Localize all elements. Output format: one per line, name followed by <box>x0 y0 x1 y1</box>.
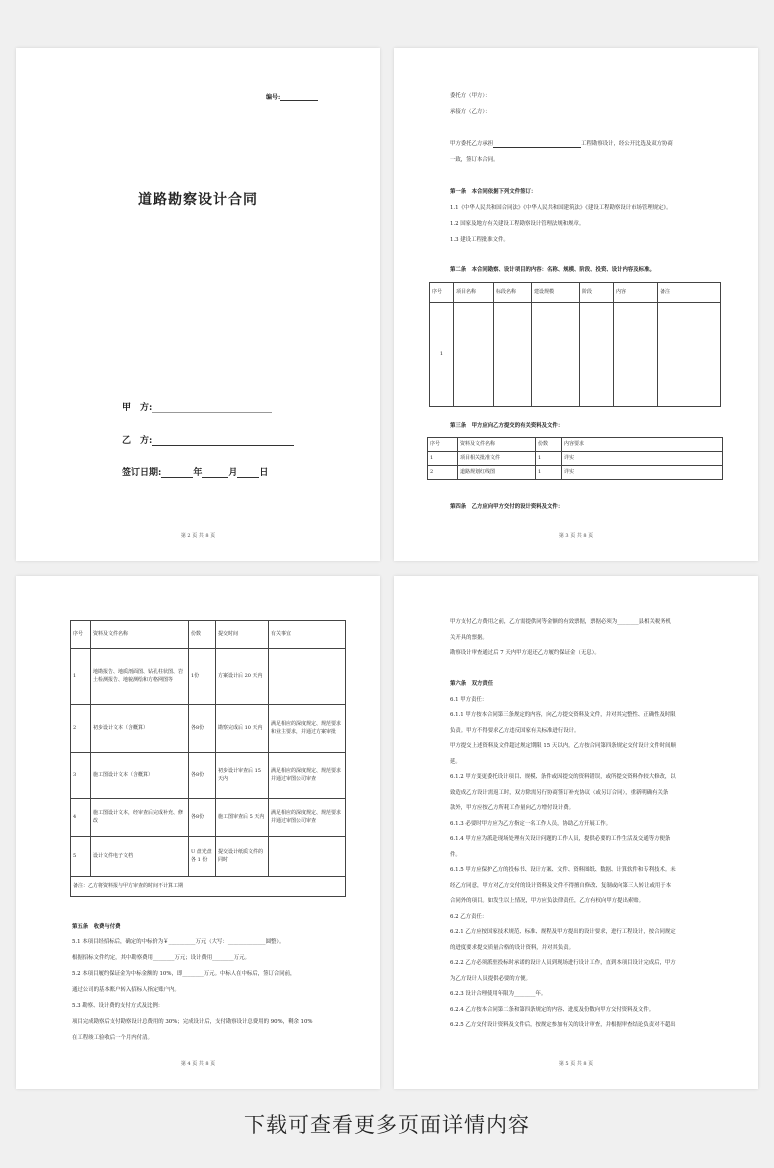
download-prompt: 下载可查看更多页面详情内容 <box>244 1113 530 1137</box>
table-cell: 各8份 <box>189 753 216 799</box>
table-cell: 初步设计文本（含概算） <box>91 705 189 753</box>
table-cell: 设计文件电子文档 <box>91 837 189 877</box>
table-cell <box>454 303 494 407</box>
table-cell: 1 <box>430 303 454 407</box>
article-1-item: 1.3 建设工程批准文件。 <box>450 237 509 243</box>
table-cell: 初步设计审查后 15 天内 <box>216 753 269 799</box>
paragraph-line: 6.2.2 乙方必须派驻投标时承诺的设计人员到现场进行设计工作，直到本项目设计完成后，甲方 <box>450 960 676 966</box>
contract-cover-page <box>16 48 380 561</box>
paragraph-line: 6.2.3 设计合理使用年限为________年。 <box>450 991 547 997</box>
table-cell <box>494 303 532 407</box>
table-cell: 各8份 <box>189 799 216 837</box>
table-cell: 施工图设计文本，经审查后完成补充、修改 <box>91 799 189 837</box>
paragraph-line: 6.2.4 乙方按本合同第二条和第四条规定的内容、进度及份数向甲方交付资料及文件。 <box>450 1006 655 1013</box>
page-footer: 第 4 页 共 8 页 <box>180 1061 216 1067</box>
paragraph-line: 甲方支付乙方费用之前，乙方需提供同等金额的有效票据，票据必须为________县相关税务机 <box>450 619 672 625</box>
paragraph-line: 经乙方同意，甲方对乙方交付的设计资料及文件不得擅自修改、复制或向第三人转让或用于本 <box>450 882 672 889</box>
page-footer: 第 2 页 共 8 页 <box>180 533 216 539</box>
paragraph-line: 6.1 甲方责任： <box>450 696 488 703</box>
table-cell: 1 <box>536 452 562 466</box>
table-cell: 4 <box>71 799 91 837</box>
paragraph-line: 6.2.5 乙方交付设计资料及文件后，按规定参加有关的设计审查，并根据审查结论负责对不超出 <box>450 1022 676 1028</box>
table-row <box>71 837 346 877</box>
table-header-cell: 序号 <box>71 621 91 649</box>
table-cell: 满足相应的深度规定、规范要求和业主要求，并通过方案审批 <box>269 705 346 753</box>
table-header-cell: 内容 <box>614 283 658 303</box>
table-cell: 项目相关批准文件 <box>458 452 536 466</box>
contractor-line: 承接方（乙方）： <box>450 109 491 115</box>
table-row <box>71 649 346 705</box>
table-cell: 1 <box>428 452 458 466</box>
paragraph-line: 的进度要求提交质量合格的设计资料，并对其负责。 <box>450 944 574 951</box>
table-header-cell: 内容要求 <box>562 438 723 452</box>
table-row <box>71 705 346 753</box>
article-4-title: 第四条 乙方应向甲方交付的设计资料及文件： <box>450 504 564 510</box>
table-header-cell: 份数 <box>189 621 216 649</box>
page-footer: 第 3 页 共 8 页 <box>558 533 594 539</box>
table-cell: 满足相应的深度规定、规范要求并通过审图公司审查 <box>269 799 346 837</box>
table-cell <box>658 303 721 407</box>
paragraph-line: 6.1.5 甲方应保护乙方的投标书、设计方案、文件、资料图纸、数据、计算软件和专利技术。未 <box>450 867 676 873</box>
article-3-title: 第三条 甲方应向乙方提交的有关资料及文件： <box>450 423 564 429</box>
paragraph-line: 6.1.1 甲方按本合同第三条规定的内容，向乙方提交资料及文件，并对其完整性、正确性及时限 <box>450 712 676 718</box>
table-header-cell: 项目名称 <box>454 283 494 303</box>
intro-paragraph: 甲方委托乙方承担 工程勘察设计，经公开比选及双方协商 <box>450 141 673 147</box>
table-row <box>428 452 723 466</box>
table-cell: 勘察完成后 10 天内 <box>216 705 269 753</box>
paragraph-line: 第六条 双方责任 <box>450 681 494 687</box>
paragraph: 5.1 本项目经招标后，确定的中标价为￥__________万元（大写：______________圆整）。 <box>72 939 285 945</box>
table-cell: 1份 <box>189 649 216 705</box>
table-header-cell: 资料及文件名称 <box>458 438 536 452</box>
paragraph-line: 勘察设计审查通过后 7 天内甲方退还乙方履约保证金（无息）。 <box>450 650 600 656</box>
paragraph-line: 负责。甲方不得要求乙方违反国家有关标准进行设计。 <box>450 727 580 734</box>
paragraph-line: 6.1.3 必要时甲方应为乙方指定一名工作人员，协助乙方开展工作。 <box>450 820 611 827</box>
materials-table <box>427 437 723 480</box>
paragraph-line: 关开具的票据。 <box>450 634 488 641</box>
table-header-cell: 有关事宜 <box>269 621 346 649</box>
client-line: 委托方（甲方）： <box>450 93 491 99</box>
article-1-item: 1.1《中华人民共和国合同法》《中华人民共和国建筑法》《建设工程勘察设计市场管理规定》。 <box>450 205 672 211</box>
table-cell: 1 <box>71 649 91 705</box>
table-header-cell: 序号 <box>430 283 454 303</box>
table-note-row <box>71 877 346 897</box>
table-cell: 5 <box>71 837 91 877</box>
table-header-cell: 备注 <box>658 283 721 303</box>
paragraph-line: 合同外的项目。如发生以上情况，甲方应负法律责任，乙方有权向甲方提出索赔。 <box>450 898 645 904</box>
contract-title: 道路勘察设计合同 <box>138 192 258 208</box>
contract-number: 编号: <box>266 92 318 101</box>
article-1-item: 1.2 国家及地方有关建设工程勘察设计管理法规和规章。 <box>450 221 585 227</box>
table-cell: 详实 <box>562 466 723 480</box>
table-header-cell: 阶段 <box>580 283 614 303</box>
table-cell: 2 <box>428 466 458 480</box>
table-row <box>428 466 723 480</box>
table-cell <box>614 303 658 407</box>
article-2-title: 第二条 本合同勘察、设计项目的内容：名称、规模、阶段、投资、设计内容及标准。 <box>450 267 655 273</box>
table-cell: 方案设计后 20 天内 <box>216 649 269 705</box>
party-a-field: 甲 方: <box>122 400 272 413</box>
table-cell: 3 <box>71 753 91 799</box>
table-cell: 满足相应的深度规定、规范要求并通过审图公司审查 <box>269 753 346 799</box>
paragraph: 5.2 本项目履约保证金为中标金额的 10%，即________万元。中标人在中标后，签订合同前， <box>72 971 296 977</box>
contract-page-4 <box>16 576 380 1089</box>
paragraph-line: 为乙方设计人员提供必要的方便。 <box>450 975 531 982</box>
table-cell: U 盘光盘各 1 份 <box>189 837 216 877</box>
intro-paragraph-end: 一致，签订本合同。 <box>450 157 499 163</box>
table-cell: 详实 <box>562 452 723 466</box>
sign-date-field: 签订日期: 年 月 日 <box>122 468 269 478</box>
table-cell <box>269 837 346 877</box>
paragraph-line: 延。 <box>450 758 461 765</box>
paragraph-line: 6.2 乙方责任： <box>450 913 488 920</box>
table-cell <box>269 649 346 705</box>
paragraph: 5.3 勘察、设计费的支付方式及比例： <box>72 1003 164 1009</box>
table-cell: 提交设计纸质文件的同时 <box>216 837 269 877</box>
table-header-row <box>71 621 346 649</box>
table-header-cell: 份数 <box>536 438 562 452</box>
paragraph: 通过公司的基本账户转入招标人指定账户内。 <box>72 987 180 993</box>
table-header-cell: 建设规模 <box>532 283 580 303</box>
table-header-cell: 资料及文件名称 <box>91 621 189 649</box>
table-header-row <box>430 283 721 303</box>
page-footer: 第 5 页 共 8 页 <box>558 1061 594 1067</box>
paragraph: 在工程竣工验收后一个月内付清。 <box>72 1035 153 1041</box>
table-cell: 道路规划红线图 <box>458 466 536 480</box>
paragraph-line: 甲方提交上述资料及文件超过规定期限 15 天以内，乙方按合同第四条规定交付设计文件时间顺 <box>450 743 676 749</box>
paragraph-line: 致造成乙方设计需返工时，双方除需另行协商签订补充协议（或另订合同），重新明确有关条 <box>450 789 669 796</box>
table-header-row <box>428 438 723 452</box>
paragraph-line: 6.1.4 甲方应为派赴现场处理有关设计问题的工作人员，提供必要的工作生活及交通等方便条 <box>450 836 671 842</box>
table-cell: 地勘报告、地质剖面图、钻孔柱状图、岩土检测报告、地貌测绘和方格网图等 <box>91 649 189 705</box>
paragraph: 项目完成勘察后支付勘察设计总费用的 30%；完成设计后，支付勘察设计总费用的 90%，剩余 10% <box>72 1019 313 1025</box>
paragraph-line: 6.2.1 乙方应按国家技术规范、标准、规程及甲方提出的设计要求，进行工程设计，按合同规定 <box>450 929 676 935</box>
project-table <box>429 282 721 407</box>
table-cell <box>580 303 614 407</box>
paragraph-line: 6.1.2 甲方变更委托设计项目、规模、条件或因提交的资料错误，或所提交资料作较大修改，以 <box>450 774 676 780</box>
party-b-field: 乙 方: <box>122 433 294 446</box>
table-note: 备注：乙方将资料报与甲方审查的时间不计算工期 <box>71 877 346 897</box>
table-cell: 施工图审查后 5 天内 <box>216 799 269 837</box>
table-cell: 各8份 <box>189 705 216 753</box>
article-1-title: 第一条 本合同依据下列文件签订： <box>450 189 537 195</box>
table-row <box>430 303 721 407</box>
table-cell <box>532 303 580 407</box>
table-header-cell: 序号 <box>428 438 458 452</box>
contract-page-2 <box>394 48 758 561</box>
table-cell: 施工图设计文本（含概算） <box>91 753 189 799</box>
table-header-cell: 提交时间 <box>216 621 269 649</box>
paragraph: 根据招标文件约定，其中勘察费用________万元；设计费用________万元。 <box>72 955 250 961</box>
table-cell: 2 <box>71 705 91 753</box>
paragraph-line: 款外，甲方应按乙方所耗工作量向乙方增付设计费。 <box>450 805 574 811</box>
table-header-cell: 标段名称 <box>494 283 532 303</box>
article-5-title: 第五条 收费与付费 <box>72 924 121 930</box>
table-cell: 1 <box>536 466 562 480</box>
deliverables-table <box>70 620 346 897</box>
table-row <box>71 753 346 799</box>
paragraph-line: 件。 <box>450 851 461 858</box>
contract-page-5 <box>394 576 758 1089</box>
table-row <box>71 799 346 837</box>
